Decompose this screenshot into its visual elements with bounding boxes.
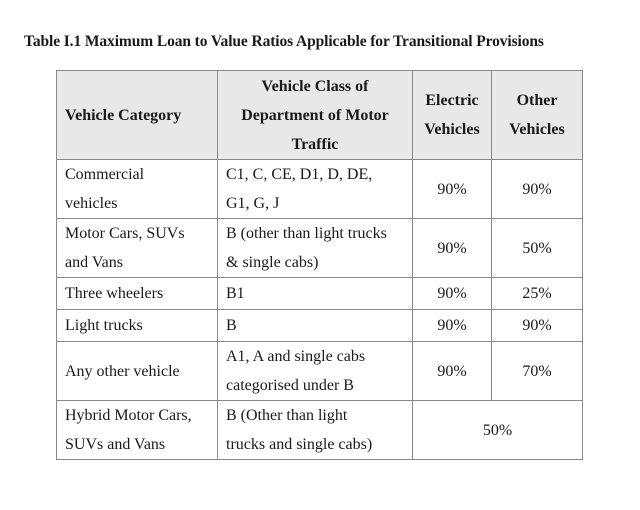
header-vehicle-category: Vehicle Category bbox=[57, 71, 218, 160]
table-row bbox=[57, 278, 583, 310]
class-line: G1, G, J bbox=[226, 195, 280, 212]
table-row bbox=[57, 342, 583, 401]
cell-electric-ratio: 90% bbox=[413, 219, 492, 278]
header-electric-vehicles bbox=[413, 71, 492, 160]
cell-vehicle-category bbox=[57, 160, 218, 219]
class-line: categorised under B bbox=[226, 377, 354, 394]
cell-vehicle-class bbox=[218, 219, 413, 278]
category-line: Motor Cars, SUVs bbox=[65, 225, 185, 242]
cell-other-ratio: 70% bbox=[492, 342, 583, 401]
cell-other-ratio: 50% bbox=[492, 219, 583, 278]
class-line: B (Other than light bbox=[226, 407, 348, 424]
category-line: vehicles bbox=[65, 195, 118, 212]
table-row bbox=[57, 310, 583, 342]
cell-vehicle-category: Any other vehicle bbox=[57, 342, 218, 401]
header-other-line: Vehicles bbox=[509, 121, 565, 138]
table-row bbox=[57, 401, 583, 460]
class-line: B (other than light trucks bbox=[226, 225, 387, 242]
class-line: & single cabs) bbox=[226, 254, 319, 271]
cell-vehicle-class bbox=[218, 401, 413, 460]
cell-vehicle-class bbox=[218, 342, 413, 401]
table-row bbox=[57, 160, 583, 219]
ltv-table bbox=[56, 70, 583, 460]
cell-other-ratio: 90% bbox=[492, 160, 583, 219]
cell-other-ratio: 25% bbox=[492, 278, 583, 310]
class-line: A1, A and single cabs bbox=[226, 348, 366, 365]
category-line: SUVs and Vans bbox=[65, 436, 166, 453]
header-vehicle-class-line: Vehicle Class of bbox=[261, 77, 369, 95]
header-other-line: Other bbox=[516, 92, 558, 109]
cell-electric-ratio: 90% bbox=[413, 310, 492, 342]
header-vehicle-class-line: Traffic bbox=[291, 135, 339, 153]
cell-electric-ratio: 90% bbox=[413, 342, 492, 401]
header-vehicle-class bbox=[218, 71, 413, 160]
cell-electric-ratio: 90% bbox=[413, 160, 492, 219]
cell-vehicle-class: B bbox=[218, 310, 413, 342]
table-row bbox=[57, 219, 583, 278]
category-line: and Vans bbox=[65, 254, 123, 271]
cell-electric-ratio: 90% bbox=[413, 278, 492, 310]
cell-vehicle-class: B1 bbox=[218, 278, 413, 310]
cell-combined-ratio: 50% bbox=[413, 401, 583, 460]
cell-vehicle-category bbox=[57, 219, 218, 278]
class-line: trucks and single cabs) bbox=[226, 436, 373, 453]
header-electric-line: Vehicles bbox=[424, 121, 480, 138]
cell-vehicle-category: Three wheelers bbox=[57, 278, 218, 310]
header-electric-line: Electric bbox=[425, 92, 479, 109]
cell-vehicle-category bbox=[57, 401, 218, 460]
table-header-row bbox=[57, 71, 583, 160]
class-line: C1, C, CE, D1, D, DE, bbox=[226, 166, 373, 183]
table-caption: Table I.1 Maximum Loan to Value Ratios Applicable for Transitional Provisions bbox=[24, 33, 544, 50]
category-line: Hybrid Motor Cars, bbox=[65, 407, 192, 424]
cell-vehicle-class bbox=[218, 160, 413, 219]
cell-other-ratio: 90% bbox=[492, 310, 583, 342]
header-other-vehicles bbox=[492, 71, 583, 160]
header-vehicle-class-line: Department of Motor bbox=[241, 106, 389, 124]
category-line: Commercial bbox=[65, 166, 145, 183]
cell-vehicle-category: Light trucks bbox=[57, 310, 218, 342]
